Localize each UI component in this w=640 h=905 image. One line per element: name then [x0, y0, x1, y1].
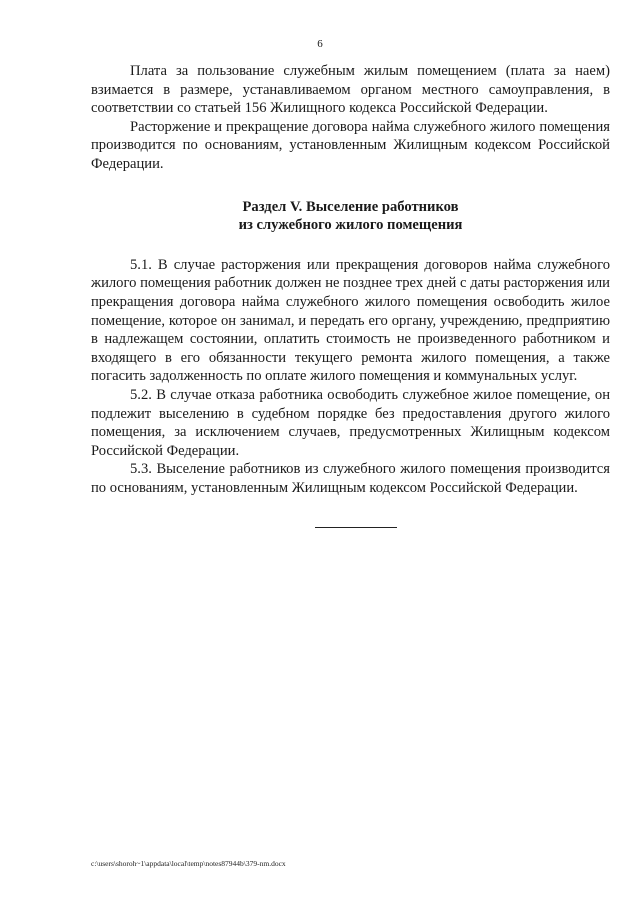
paragraph-5-2: 5.2. В случае отказа работника освободить служебное жилое помещение, он подлежит выселению в судебном порядке без предоставления другого жилого помещения, за исключением случаев, предусмотренных Жилищным кодексом Российской Федерации.	[91, 386, 610, 459]
section-title-line-1: Раздел V. Выселение работников	[242, 198, 459, 215]
section-heading	[91, 198, 610, 235]
page-number: 6	[317, 38, 323, 50]
document-body	[91, 62, 610, 497]
paragraph-rent-payment: Плата за пользование служебным жилым помещением (плата за наем) взимается в размере, устанавливаемом органом местного самоуправления, в соответствии со статьей 156 Жилищного кодекса Российской Федерации.	[91, 63, 610, 117]
paragraph-5-3: 5.3. Выселение работников из служебного жилого помещения производится по основаниям, установленным Жилищным кодексом Российской Федерации.	[91, 461, 610, 496]
footer-file-path: c:\users\shoroh~1\appdata\local\temp\notes87944b\379-nm.docx	[91, 859, 286, 868]
paragraph-contract-termination: Расторжение и прекращение договора найма служебного жилого помещения производится по основаниям, установленным Жилищным кодексом Российской Федерации.	[91, 118, 610, 172]
section-title-line-2: из служебного жилого помещения	[238, 217, 463, 234]
paragraph-5-1: 5.1. В случае расторжения или прекращения договоров найма служебного жилого помещения работник должен не позднее трех дней с даты расторжения или прекращения договора найма служебного жилого помещения освободить жилое помещение, которое он занимал, и передать его органу, учреждению, предприятию в надлежащем состоянии, оплатить стоимость не произведенного работником и входящего в его обязанности текущего ремонта жилого помещения, а также погасить задолженность по оплате жилого помещения и коммунальных услуг.	[91, 256, 610, 385]
end-separator-line	[315, 527, 397, 528]
